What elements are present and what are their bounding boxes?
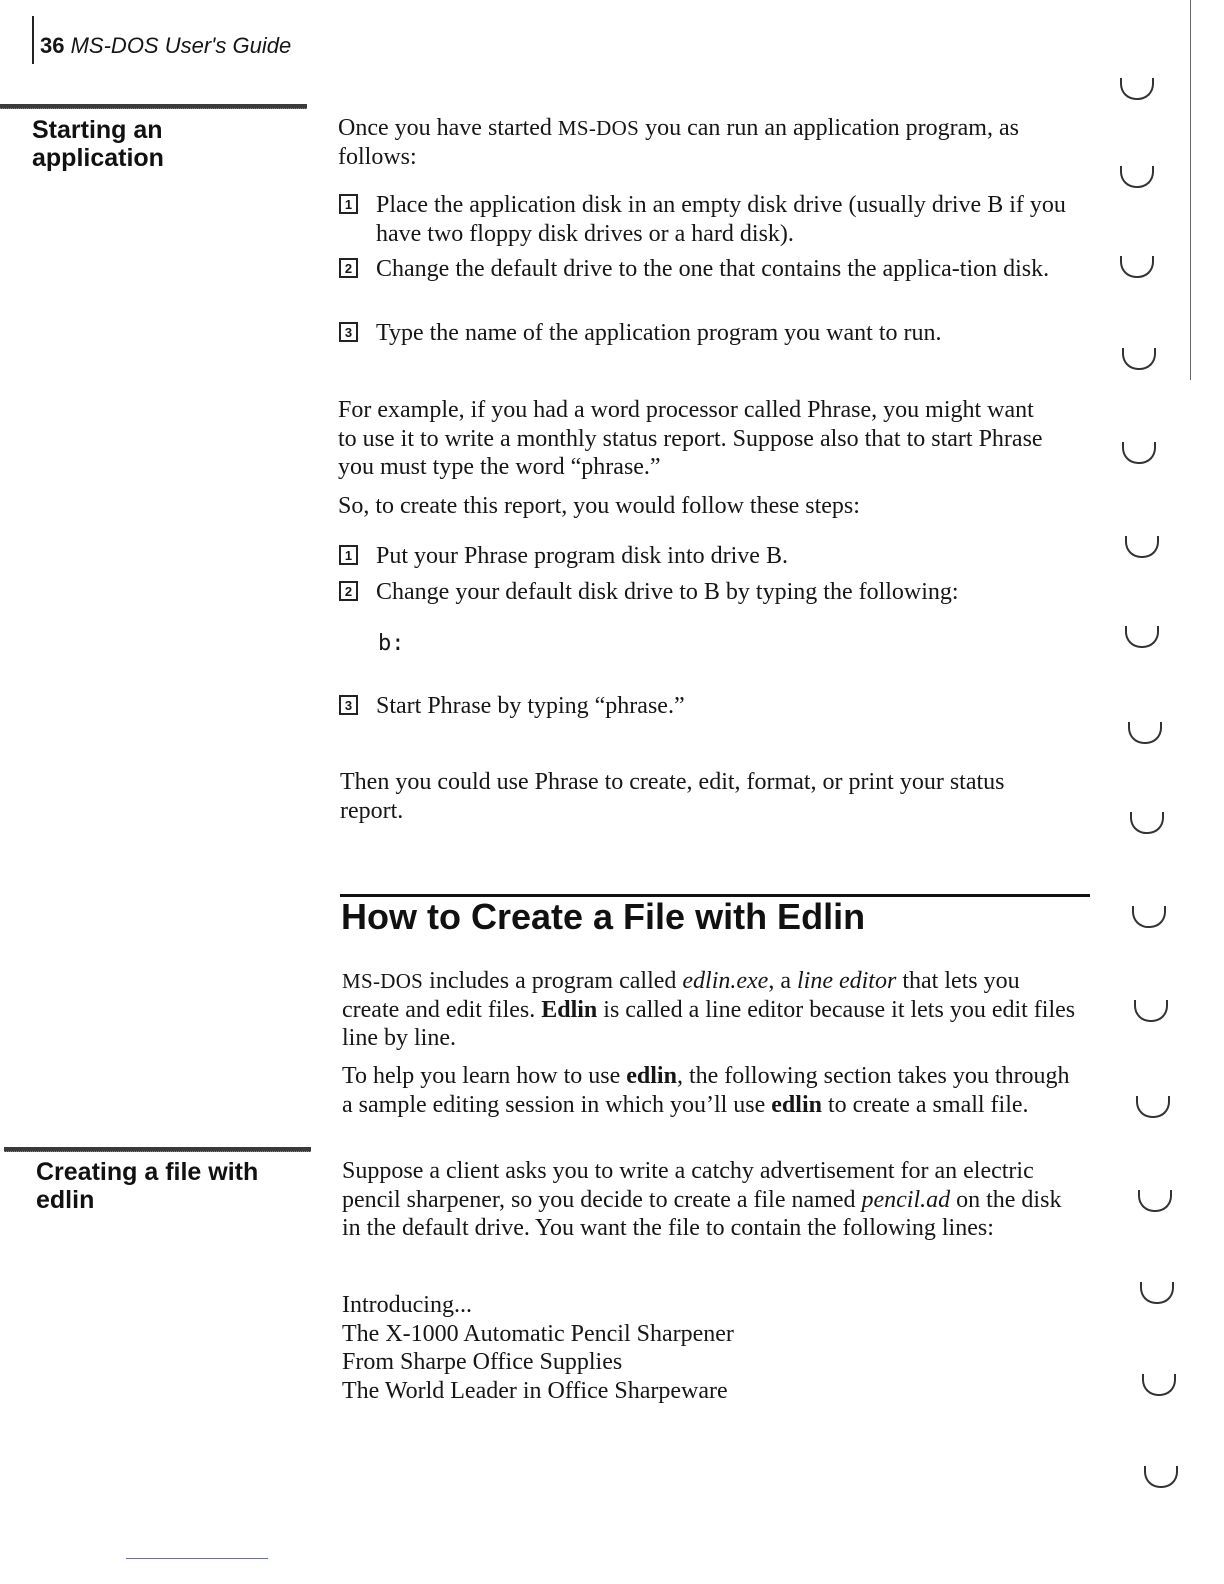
step-text: Change the default drive to the one that contains the applica-tion disk. <box>376 256 1050 282</box>
command-example: b: <box>378 631 405 656</box>
term-line-editor: line editor <box>797 968 897 994</box>
msdos-name: MS-DOS <box>342 969 424 993</box>
ad-line: The X-1000 Automatic Pencil Sharpener <box>342 1320 734 1347</box>
binder-hole <box>1140 1282 1174 1304</box>
step-text: Start Phrase by typing “phrase.” <box>376 693 685 719</box>
step-number-box: 3 <box>339 695 358 715</box>
side-rule <box>4 1147 311 1152</box>
header-bar <box>32 16 34 64</box>
list-item <box>339 255 1089 313</box>
list-item <box>339 319 1089 349</box>
step-number-box: 3 <box>339 322 358 342</box>
msdos-name: MS-DOS <box>557 116 640 140</box>
binder-hole <box>1125 626 1159 648</box>
binder-hole <box>1120 256 1154 278</box>
step-number-box: 2 <box>339 258 358 278</box>
binder-hole <box>1120 166 1154 188</box>
binder-hole <box>1138 1190 1172 1212</box>
footer-line <box>126 1558 268 1559</box>
step-number-box: 2 <box>339 581 358 601</box>
ad-line: From Sharpe Office Supplies <box>342 1349 623 1375</box>
step-text: Put your Phrase program disk into drive B. <box>376 543 788 569</box>
binder-hole <box>1132 906 1166 928</box>
edlin-name: edlin <box>626 1063 677 1089</box>
filename-edlin-exe: edlin.exe <box>682 968 769 994</box>
step-text: Type the name of the application program you want to run. <box>376 320 942 346</box>
scenario-paragraph: Suppose a client asks you to write a catchy advertisement for an electric pencil sharpener, so you decide to create a file named pencil.ad on the disk in the default drive. You want the file to contain the following lines: <box>342 1158 1062 1241</box>
book-title: MS-DOS User's Guide <box>70 33 292 58</box>
binder-hole <box>1122 348 1156 370</box>
step-number-box: 1 <box>339 194 358 214</box>
step-text: Change your default disk drive to B by typing the following: <box>376 579 959 605</box>
binder-hole <box>1136 1096 1170 1118</box>
side-rule <box>0 104 307 109</box>
step-number-box: 1 <box>339 545 358 565</box>
example-paragraph: For example, if you had a word processor called Phrase, you might want to use it to write a monthly status report. Suppose also that to start Phrase you must type the word “phrase.” <box>338 397 1043 480</box>
steps-intro: So, to create this report, you would follow these steps: <box>338 493 860 519</box>
step-text: Place the application disk in an empty disk drive (usually drive B if you have two floppy disk drives or a hard disk). <box>376 192 1066 247</box>
intro-paragraph: Once you have started MS-DOS you can run an application program, as follows: <box>338 115 1019 170</box>
binder-hole <box>1122 442 1156 464</box>
ad-line: Introducing... <box>342 1292 472 1318</box>
page-number: 36 <box>40 33 65 58</box>
edlin-name: edlin <box>771 1091 822 1118</box>
list-item <box>339 692 1089 722</box>
list-item <box>339 578 1089 608</box>
closing-paragraph: Then you could use Phrase to create, edit, format, or print your status report. <box>340 769 1005 824</box>
binder-hole <box>1144 1466 1178 1488</box>
side-heading-creating: Creating a file with edlin <box>36 1158 259 1214</box>
filename-pencil-ad: pencil.ad <box>861 1186 951 1213</box>
ad-line: The World Leader in Office Sharpeware <box>342 1377 728 1404</box>
running-header <box>40 33 291 59</box>
binder-hole <box>1130 812 1164 834</box>
list-item <box>339 542 1089 572</box>
binder-hole <box>1120 78 1154 100</box>
side-heading-starting: Starting an application <box>32 116 164 172</box>
edlin-name: Edlin <box>541 996 598 1023</box>
list-item <box>339 191 1089 249</box>
page-edge-line <box>1190 0 1191 380</box>
ad-text-block <box>342 1291 1077 1405</box>
binder-hole <box>1128 722 1162 744</box>
edlin-help-paragraph: To help you learn how to use edlin, the following section takes you through a sample editing session in which you’ll use edlin to create a small file. <box>342 1063 1070 1118</box>
edlin-intro-paragraph: MS-DOS includes a program called edlin.exe, a line editor that lets you create and edit files. Edlin is called a line editor because it lets you edit files line by line. <box>342 968 1076 1051</box>
section-heading: How to Create a File with Edlin <box>341 896 866 937</box>
binder-hole <box>1125 536 1159 558</box>
binder-hole <box>1134 1000 1168 1022</box>
binder-hole <box>1142 1374 1176 1396</box>
